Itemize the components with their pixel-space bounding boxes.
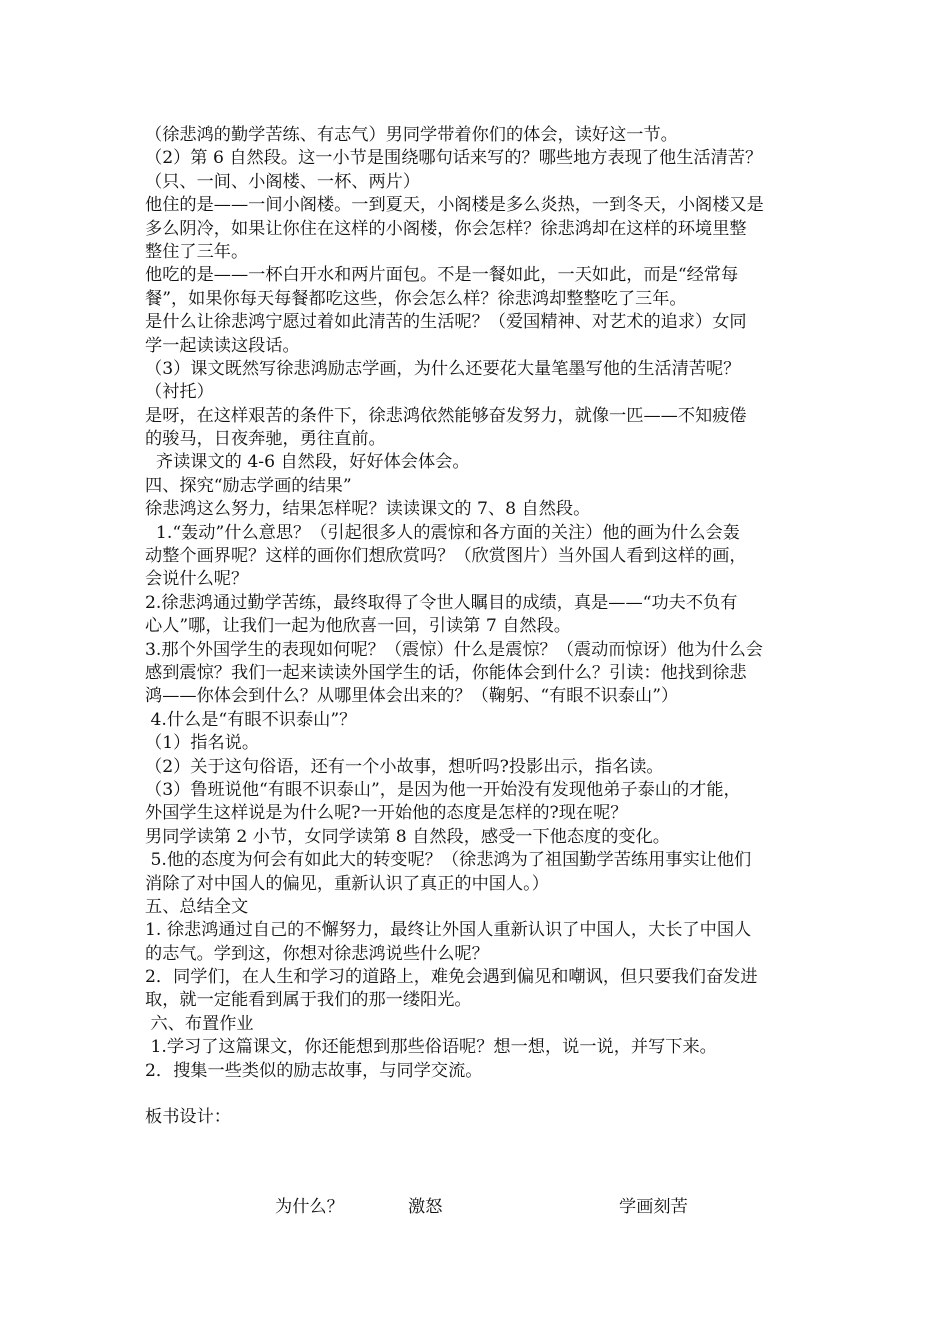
text-line: （2）第 6 自然段。这一小节是围绕哪句话来写的？哪些地方表现了他生活清苦？: [145, 148, 763, 169]
section-heading: 五、总结全文: [145, 896, 249, 917]
text-line: 3.那个外国学生的表现如何呢？（震惊）什么是震惊？（震动而惊讶）他为什么会: [145, 639, 763, 660]
text-line: 齐读课文的 4-6 自然段，好好体会体会。: [145, 452, 470, 473]
text-line: 取，就一定能看到属于我们的那一缕阳光。: [145, 990, 472, 1011]
text-line: 外国学生这样说是为什么呢?一开始他的态度是怎样的?现在呢？: [145, 803, 628, 824]
text-line: 学一起读读这段话。: [145, 335, 300, 356]
text-line: 5.他的态度为何会有如此大的转变呢？（徐悲鸿为了祖国勤学苦练用事实让他们: [145, 850, 752, 871]
text-line: 是呀，在这样艰苦的条件下，徐悲鸿依然能够奋发努力，就像一匹——不知疲倦: [145, 405, 747, 426]
text-line: 2．同学们，在人生和学习的道路上，难免会遇到偏见和嘲讽，但只要我们奋发进: [145, 967, 758, 988]
text-line: 1.“轰动”什么意思？（引起很多人的震惊和各方面的关注）他的画为什么会轰: [145, 522, 740, 543]
text-line: （只、一间、小阁楼、一杯、两片）: [145, 171, 421, 192]
text-line: 的志气。学到这，你想对徐悲鸿说些什么呢？: [145, 943, 489, 964]
board-item-study: 学画刻苦: [619, 1197, 688, 1217]
text-line: （1）指名说。: [145, 733, 260, 754]
text-line: 男同学读第 2 小节，女同学读第 8 自然段，感受一下他态度的变化。: [145, 826, 670, 847]
board-item-why: 为什么？: [275, 1197, 344, 1217]
text-line: 2．搜集一些类似的励志故事，与同学交流。: [145, 1060, 483, 1081]
board-heading: 板书设计：: [145, 1107, 231, 1128]
text-line: 徐悲鸿这么努力，结果怎样呢？读读课文的 7、8 自然段。: [145, 499, 591, 520]
text-line: 他吃的是——一杯白开水和两片面包。不是一餐如此，一天如此，而是“经常每: [145, 265, 739, 286]
text-line: （徐悲鸿的勤学苦练、有志气）男同学带着你们的体会，读好这一节。: [145, 125, 678, 145]
text-line: 多么阴冷，如果让你住在这样的小阁楼，你会怎样？徐悲鸿却在这样的环境里整: [145, 218, 747, 239]
board-item-anger: 激怒: [408, 1197, 443, 1217]
section-heading: 四、探究“励志学画的结果”: [145, 475, 352, 496]
text-line: 1. 徐悲鸿通过自己的不懈努力，最终让外国人重新认识了中国人，大长了中国人: [145, 920, 752, 941]
text-line: 消除了对中国人的偏见，重新认识了真正的中国人。）: [145, 873, 549, 894]
text-line: 整住了三年。: [145, 241, 249, 262]
text-line: 会说什么呢？: [145, 569, 249, 590]
text-line: （2）关于这句俗语，还有一个小故事，想听吗?投影出示，指名读。: [145, 756, 664, 777]
text-line: 心人”哪，让我们一起为他欣喜一回，引读第 7 自然段。: [145, 616, 571, 637]
text-line: 2.徐悲鸿通过勤学苦练，最终取得了令世人瞩目的成绩，真是——“功夫不负有: [145, 592, 738, 613]
text-line: 动整个画界呢？这样的画你们想欣赏吗？（欣赏图片）当外国人看到这样的画，: [145, 546, 747, 567]
text-line: 的骏马，日夜奔驰，勇往直前。: [145, 429, 386, 450]
text-line: 4.什么是“有眼不识泰山”？: [145, 709, 357, 730]
text-line: 鸿——你体会到什么？从哪里体会出来的？（鞠躬、“有眼不识泰山”）: [145, 686, 679, 707]
blank-line: [145, 1083, 817, 1106]
text-line: 他住的是——一间小阁楼。一到夏天，小阁楼是多么炎热，一到冬天，小阁楼又是: [145, 195, 764, 216]
section-heading: 六、布置作业: [145, 1013, 254, 1034]
text-line: （3）课文既然写徐悲鸿励志学画，为什么还要花大量笔墨写他的生活清苦呢？: [145, 358, 741, 379]
text-line: 餐”，如果你每天每餐都吃这些，你会怎么样？徐悲鸿却整整吃了三年。: [145, 288, 687, 309]
text-line: （3）鲁班说他“有眼不识泰山”，是因为他一开始没有发现他弟子泰山的才能，: [145, 779, 741, 800]
text-line: 感到震惊？我们一起来读读外国学生的话，你能体会到什么？引读：他找到徐悲: [145, 662, 747, 683]
board-design-row: [145, 1195, 817, 1219]
text-line: 1.学习了这篇课文，你还能想到那些俗语呢？想一想，说一说，并写下来。: [145, 1037, 717, 1058]
lesson-text: [145, 124, 817, 1130]
text-line: 是什么让徐悲鸿宁愿过着如此清苦的生活呢？（爱国精神、对艺术的追求）女同: [145, 312, 747, 333]
text-line: （衬托）: [145, 382, 214, 403]
